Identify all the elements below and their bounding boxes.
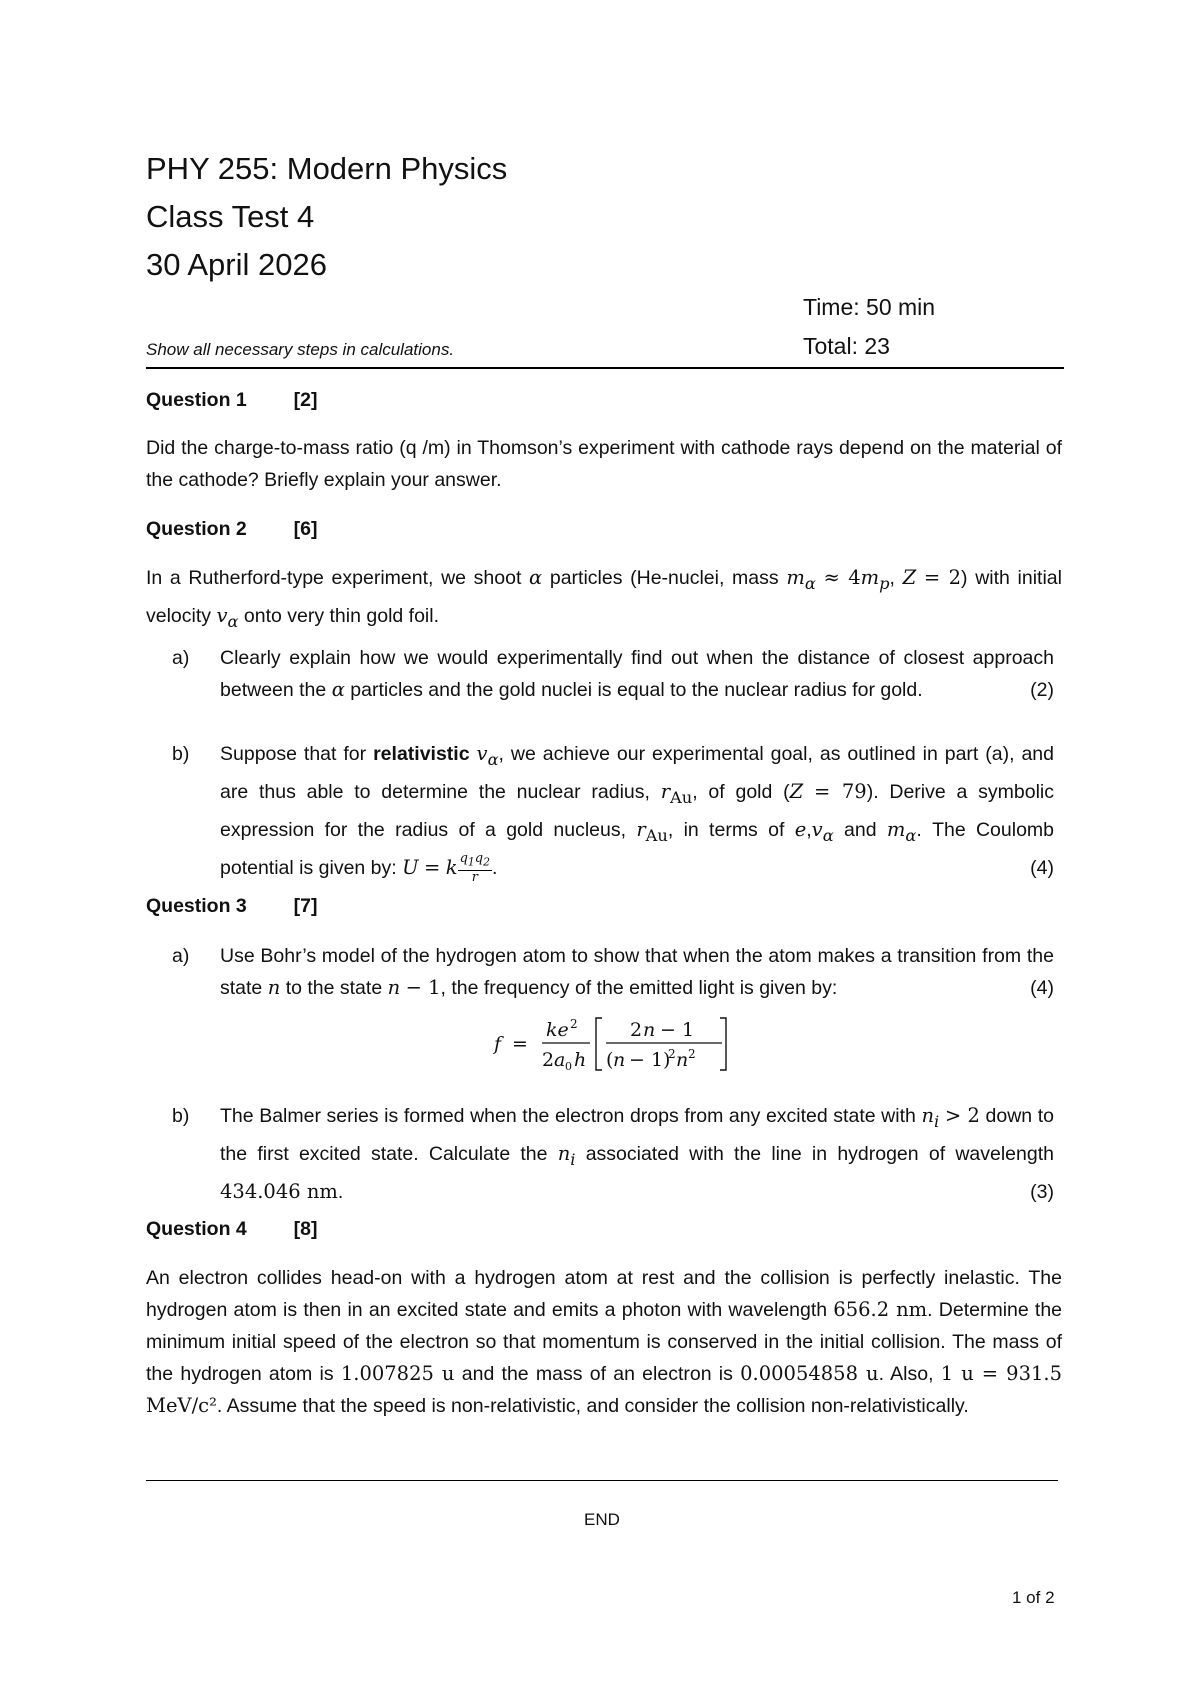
question-3a-marks: (4) [1030, 977, 1054, 999]
svg-text:ke: ke [546, 1019, 569, 1041]
question-1-title: Question 1 [146, 389, 247, 411]
question-2-intro: In a Rutherford-type experiment, we shoot α particles (He-nuclei, mass $m_\alpha \approx 4m_p$, Z = 2) with initial velocity $v_\alpha$ onto very thin gold foil. [146, 566, 1062, 631]
balmer-wavelength: 434.046 nm [220, 1179, 338, 1203]
end-marker: END [584, 1510, 620, 1529]
total-marks: Total: 23 [803, 333, 890, 359]
svg-text:n: n [676, 1049, 689, 1071]
question-2a [172, 642, 1054, 706]
test-date: 30 April 2026 [146, 247, 327, 282]
question-3-marks: [7] [293, 895, 318, 917]
svg-text:2: 2 [542, 1049, 555, 1071]
instructions: Show all necessary steps in calculations. [146, 340, 455, 359]
svg-text:2: 2 [688, 1047, 696, 1061]
question-4-marks: [8] [293, 1218, 318, 1240]
test-title: Class Test 4 [146, 199, 315, 234]
svg-text:n: n [643, 1019, 656, 1041]
bohr-frequency-formula [490, 1010, 740, 1074]
svg-text:− 1: − 1 [660, 1019, 695, 1041]
question-3a-text: Use Bohr’s model of the hydrogen atom to show that when the atom makes a transition from the state n to the state n − 1, the frequency of the emitted light is given by: (4) [220, 940, 1054, 1004]
question-4-text: An electron collides head-on with a hydrogen atom at rest and the collision is perfectly inelastic. The hydrogen atom is then in an excited state and emits a photon with wavelength 656.2 nm. Determine the minimum initial speed of the electron so that momentum is conserved in the initial collision. The mass of the hydrogen atom is 1.007825 u and the mass of an electron is 0.00054858 u. Also, 1 u = 931.5 MeV/c². Assume that the speed is non-relativistic, and consider the collision non-relativistically. [146, 1267, 1063, 1417]
question-2b-marks: (4) [1030, 856, 1054, 879]
question-3b [172, 1100, 1054, 1208]
svg-text:(: ( [606, 1049, 614, 1071]
svg-text:f: f [494, 1033, 502, 1055]
svg-text:2: 2 [668, 1047, 676, 1061]
svg-text:− 1): − 1) [629, 1049, 671, 1071]
svg-text:2: 2 [570, 1017, 578, 1031]
question-2-title: Question 2 [146, 518, 247, 540]
question-3-title: Question 3 [146, 895, 247, 917]
question-3b-label: b) [172, 1105, 190, 1127]
page-number: 1 of 2 [1012, 1588, 1055, 1607]
svg-text:=: = [512, 1033, 528, 1055]
question-2a-text: Clearly explain how we would experimentally find out when the distance of closest approach between the α particles and the gold nuclei is equal to the nuclear radius for gold. (2) [220, 642, 1054, 706]
question-3a [172, 940, 1054, 1004]
mass-energy-conversion: 1 u = 931.5 MeV/c² [146, 1362, 1062, 1417]
svg-text:h: h [574, 1049, 587, 1071]
question-3b-marks: (3) [1030, 1180, 1054, 1203]
svg-text:n: n [613, 1049, 626, 1071]
svg-text:2: 2 [630, 1019, 643, 1041]
course-title: PHY 255: Modern Physics [146, 151, 508, 186]
question-4-heading [146, 1218, 317, 1241]
question-3b-text: The Balmer series is formed when the electron drops from any excited state with $n_i > 2$ down to the first excited state. Calculate the $n_i$ associated with the line in hydrogen of wavelength 434.046 nm. (3) [220, 1100, 1054, 1208]
question-2a-marks: (2) [1030, 679, 1054, 701]
time-limit: Time: 50 min [803, 294, 936, 320]
question-2-heading [146, 518, 317, 541]
question-1-heading [146, 389, 317, 412]
footer-divider [146, 1480, 1058, 1481]
question-3-heading [146, 895, 317, 918]
question-1-marks: [2] [293, 389, 318, 411]
svg-text:0: 0 [565, 1060, 572, 1073]
question-4-title: Question 4 [146, 1218, 247, 1240]
question-2b-label: b) [172, 743, 190, 765]
question-2b-text: Suppose that for relativistic $v_\alpha$, we achieve our experimental goal, as outlined in part (a), and are thus able to determine the nuclear radius, $r_{Au}$, of gold (Z = 79). Derive a symbolic expression for the radius of a gold nucleus, $r_{Au}$, in terms of $e,v_\alpha$ and $m_\alpha$. The Coulomb potential is given by: U = k $\frac{q_1q_2}{r}$ . (4) [220, 742, 1055, 885]
electron-mass: 0.00054858 u [740, 1362, 879, 1385]
question-1-text: Did the charge-to-mass ratio (q /m) in Thomson’s experiment with cathode rays depend on the material of the cathode? Briefly explain your answer. [146, 437, 1062, 491]
question-2b [172, 738, 1054, 885]
question-2-marks: [6] [293, 518, 318, 540]
question-2a-label: a) [172, 647, 190, 669]
hydrogen-mass: 1.007825 u [340, 1362, 455, 1385]
svg-text:a: a [554, 1049, 566, 1071]
photon-wavelength: 656.2 nm [833, 1298, 928, 1321]
header-divider [146, 367, 1064, 369]
question-3a-label: a) [172, 945, 190, 967]
